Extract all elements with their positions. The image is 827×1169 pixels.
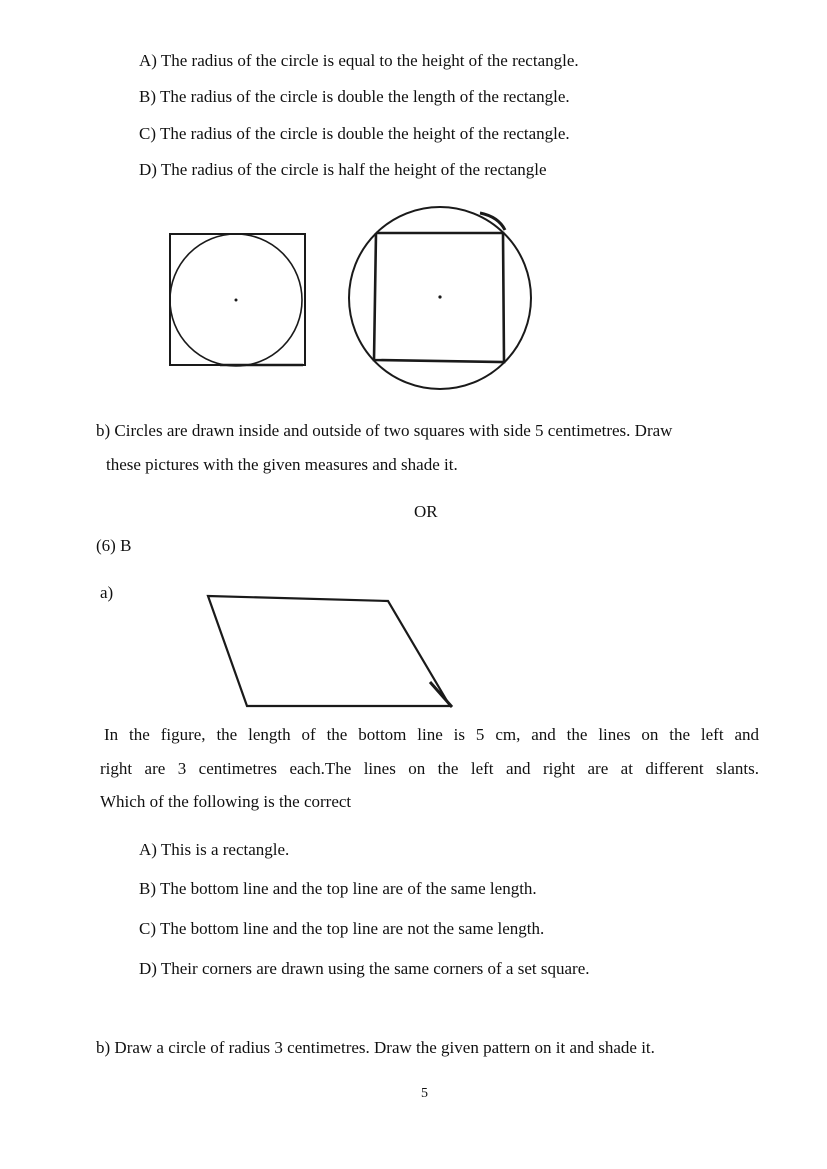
page-number: 5 xyxy=(421,1086,428,1101)
quad-question-line2: right are 3 centimetres each.The lines on the left and right are at different slants. xyxy=(100,759,759,778)
part-a-label: a) xyxy=(100,583,114,602)
option-b: B) The radius of the circle is double the length of the rectangle. xyxy=(139,87,570,106)
option-a: A) The radius of the circle is equal to the height of the rectangle. xyxy=(139,51,579,70)
quad-option-d: D) Their corners are drawn using the same corners of a set square. xyxy=(139,959,590,978)
figure-circle-in-square xyxy=(160,222,310,372)
or-separator: OR xyxy=(414,502,438,521)
option-c: C) The radius of the circle is double the height of the rectangle. xyxy=(139,124,570,143)
figure-square-in-circle xyxy=(340,200,540,395)
part-b-question: b) Draw a circle of radius 3 centimetres. Draw the given pattern on it and shade it. xyxy=(96,1038,655,1057)
figure-quadrilateral xyxy=(200,582,470,722)
quad-question-line1: In the figure, the length of the bottom line is 5 cm, and the lines on the left and xyxy=(104,725,759,744)
quad-question-line3: Which of the following is the correct xyxy=(100,792,352,811)
quad-option-a: A) This is a rectangle. xyxy=(139,840,290,859)
quad-option-b: B) The bottom line and the top line are of the same length. xyxy=(139,879,537,898)
question-b-line2: these pictures with the given measures and shade it. xyxy=(106,455,458,474)
option-d: D) The radius of the circle is half the height of the rectangle xyxy=(139,160,547,179)
question-b-line1: b) Circles are drawn inside and outside of two squares with side 5 centimetres. Draw xyxy=(96,421,673,440)
quad-option-c: C) The bottom line and the top line are not the same length. xyxy=(139,919,545,938)
section-label: (6) B xyxy=(96,536,132,555)
